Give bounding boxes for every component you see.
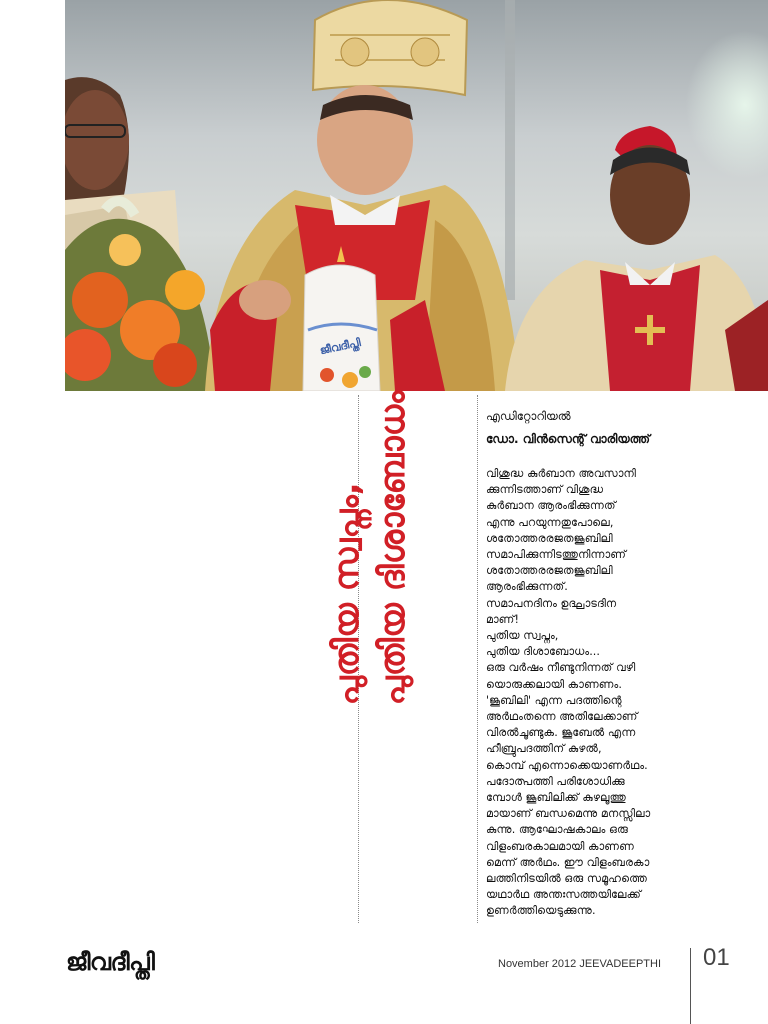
author-name: ഡോ. വിൻസെന്റ് വാരിയത്ത് <box>486 432 650 446</box>
cover-photo <box>65 0 768 391</box>
body-line: വിരൽചൂണ്ടുക. ജൂബേൽ എന്ന <box>486 726 636 740</box>
central-bishop <box>205 0 520 391</box>
title-line-1: പുതിയ സ്വപ്നം, <box>327 482 367 706</box>
body-line: എന്നു പറയുന്നതുപോലെ, <box>486 515 614 529</box>
body-line: കുന്നു. ആഘോഷകാലം ഒരു <box>486 823 628 837</box>
right-cardinal <box>505 126 768 391</box>
magazine-logo: ജീവദീപ്തി <box>66 948 155 976</box>
body-line: ആരംഭിക്കുന്നത്. <box>486 580 568 594</box>
body-line: മാണ്! <box>486 612 520 626</box>
body-line: മെന്ന് അർഥം. ഈ വിളംബരകാ <box>486 855 650 869</box>
issue-line: November 2012 JEEVADEEPTHI <box>498 958 662 970</box>
editorial-body <box>486 466 716 920</box>
photo-illustration <box>65 0 768 391</box>
body-line: വിളംബരകാലമായി കാണണ <box>486 839 634 853</box>
body-line: മായാണ് ബന്ധമെന്നു മനസ്സിലാ <box>486 807 651 821</box>
body-line: യൊരുക്കലായി കാണണം. <box>486 677 622 691</box>
body-line: ക്കുന്നിടത്താണ് വിശുദ്ധ <box>486 483 604 497</box>
body-line: ലത്തിനിടയിൽ ഒരു സമൂഹത്തെ <box>486 872 648 886</box>
editorial-column <box>486 406 716 920</box>
body-line: 'ജൂബിലി' എന്ന പദത്തിന്റെ <box>486 693 622 707</box>
body-line: മ്പോൾ ജൂബിലിക്ക് കുഴലൂത്തു <box>486 791 626 805</box>
body-line: അർഥംതന്നെ അതിലേക്കാണ് <box>486 710 638 724</box>
body-line: വിശുദ്ധ കുർബാന അവസാനി <box>486 467 636 480</box>
section-kicker: എഡിറ്റോറിയൽ <box>486 409 571 423</box>
title-line-2: പുതിയ ദിശാബോധം <box>373 390 413 706</box>
body-line: ഉണർത്തിയെടുക്കുന്നു. <box>486 904 596 918</box>
right-dotted-rule <box>477 395 478 923</box>
body-line: സമാപിക്കുന്നിടത്തുനിന്നാണ് <box>486 548 627 562</box>
body-line: ഹീബ്രുപദത്തിന് കുഴൽ, <box>486 742 602 756</box>
body-line: പുതിയ ദിശാബോധം... <box>486 645 600 659</box>
body-line: ശതോത്തരരജതജൂബിലി <box>486 531 613 545</box>
body-line: കൊമ്പ് എന്നൊക്കെയാണർഥം. <box>486 758 648 772</box>
candle-label: ജീവദീപ്തി <box>318 335 362 358</box>
flower-bouquet <box>65 201 215 391</box>
body-line: സമാപനദിനം ഉദ്ഘാടദിന <box>486 596 617 610</box>
body-line: ഒരു വർഷം നീണ്ടുനിന്നത് വഴി <box>486 661 636 675</box>
body-line: കുർബാന ആരംഭിക്കുന്നത് <box>486 499 616 513</box>
page-number: 01 <box>703 944 730 971</box>
body-line: യഥാർഥ അന്തഃസത്തയിലേക്ക് <box>486 888 641 902</box>
body-line: ശതോത്തരരജതജൂബിലി <box>486 564 613 578</box>
body-line: പുതിയ സ്വപ്നം, <box>486 629 559 643</box>
footer-divider <box>690 948 691 1024</box>
body-line: പദോത്പത്തി പരിശോധിക്കു <box>486 774 625 788</box>
